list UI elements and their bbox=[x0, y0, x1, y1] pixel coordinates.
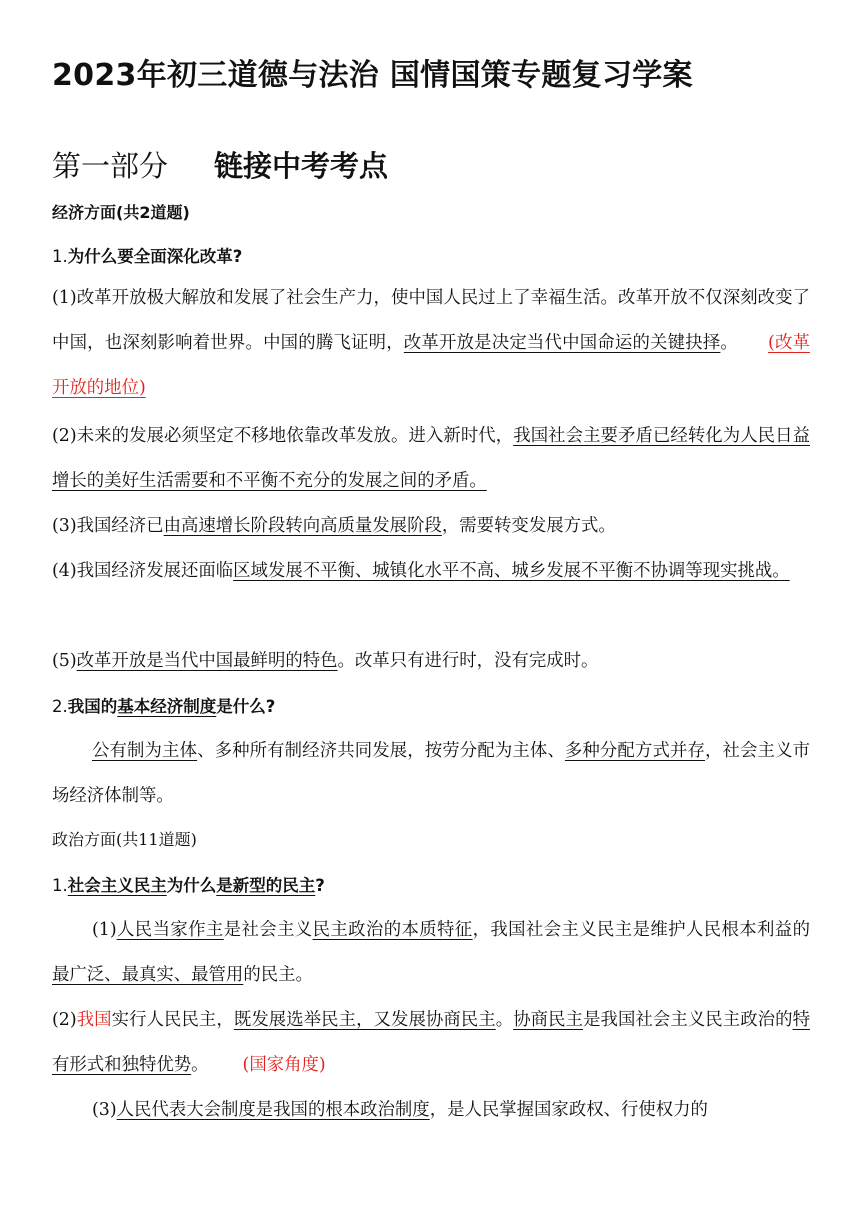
text-run: ，社会主义市场经济体制等。 bbox=[52, 741, 810, 806]
text-run: 实行人民民主， bbox=[111, 1010, 234, 1030]
economy-q1-point-1 bbox=[52, 276, 810, 411]
question-text: 为什么要全面深化改革? bbox=[67, 247, 243, 266]
part-number: 第一部分 bbox=[52, 149, 169, 183]
text-run: ，是人民掌握国家政权、行使权力的 bbox=[429, 1100, 708, 1120]
text-run: ，需要转变发展方式。 bbox=[441, 516, 616, 536]
red-annotation: (改革开放的地位) bbox=[52, 333, 810, 398]
text-run: (1) bbox=[92, 920, 117, 940]
underlined-key-point: 是新型的民主 bbox=[216, 876, 316, 895]
underlined-key-point: 社会主义民主 bbox=[67, 876, 167, 895]
text-run: ，我国社会主义民主是维护人民根本利益的 bbox=[472, 920, 810, 940]
text-run: (4)我国经济发展还面临 bbox=[52, 561, 234, 581]
underlined-key-point: 多种分配方式并存 bbox=[564, 741, 706, 761]
text-run: 。 bbox=[495, 1010, 514, 1030]
politics-heading: 政治方面(共11道题) bbox=[52, 830, 197, 849]
underlined-key-point: 人民代表大会制度是我国的根本政治制度 bbox=[116, 1100, 430, 1120]
politics-q1-point-2 bbox=[52, 998, 810, 1088]
economy-q1-point-2 bbox=[52, 414, 810, 504]
text-run: 是什么? bbox=[216, 697, 276, 716]
text-run: 。 bbox=[191, 1055, 209, 1075]
economy-question-2 bbox=[52, 694, 275, 720]
underlined-key-point: 公有制为主体 bbox=[92, 741, 198, 761]
politics-q1-point-1 bbox=[52, 908, 810, 998]
politics-q1-point-3 bbox=[52, 1088, 810, 1133]
underlined-key-point: 区域发展不平衡、城镇化水平不高、城乡发展不平衡不协调等现实挑战。 bbox=[233, 561, 790, 581]
text-run: (2) bbox=[52, 1010, 77, 1030]
underlined-key-point: 我国社会主要矛盾已经转化为人民日益增长的美好生活需要和不平衡不充分的发展之间的矛盾。 bbox=[52, 426, 810, 491]
economy-q2-answer bbox=[52, 729, 810, 819]
underlined-key-point: 协商民主 bbox=[513, 1010, 584, 1030]
underlined-key-point: 改革开放是决定当代中国命运的关键抉择 bbox=[403, 333, 721, 353]
text-run: 是社会主义 bbox=[223, 920, 313, 940]
question-number: 2. bbox=[52, 697, 68, 716]
underlined-key-point: 人民当家作主 bbox=[116, 920, 224, 940]
economy-q1-point-5 bbox=[52, 639, 810, 684]
economy-question-1 bbox=[52, 244, 242, 270]
text-run: ? bbox=[315, 876, 325, 895]
text-run: 、多种所有制经济共同发展，按劳分配为主体、 bbox=[197, 741, 565, 761]
text-run: 。改革只有进行时，没有完成时。 bbox=[337, 651, 599, 671]
underlined-key-point: 特有形式和独特优势 bbox=[52, 1010, 810, 1075]
politics-question-1 bbox=[52, 873, 325, 899]
text-run: 是我国社会主义民主政治的 bbox=[583, 1010, 793, 1030]
text-run: (5) bbox=[52, 651, 77, 671]
text-run: (3) bbox=[92, 1100, 117, 1120]
text-run: 我国的 bbox=[67, 697, 118, 716]
text-run: (1)改革开放极大解放和发展了社会生产力，使中国人民过上了幸福生活。改革开放不仅深刻改变了中国，也深刻影响着世界。中国的腾飞证明， bbox=[52, 288, 810, 353]
underlined-key-point: 改革开放是当代中国最鲜明的特色 bbox=[76, 651, 338, 671]
text-run: 的民主。 bbox=[243, 965, 313, 985]
underlined-key-point: 最广泛、最真实、最管用 bbox=[52, 965, 244, 985]
part-heading bbox=[52, 144, 388, 188]
underlined-key-point: 既发展选举民主，又发展协商民主 bbox=[233, 1010, 496, 1030]
question-number: 1. bbox=[52, 876, 68, 895]
underlined-key-point: 由高速增长阶段转向高质量发展阶段 bbox=[163, 516, 442, 536]
red-annotation: (国家角度) bbox=[242, 1055, 326, 1075]
economy-q1-point-4 bbox=[52, 549, 810, 594]
economy-q1-point-3 bbox=[52, 504, 810, 549]
text-run: (2)未来的发展必须坚定不移地依靠改革发放。进入新时代， bbox=[52, 426, 514, 446]
underlined-key-point: 民主政治的本质特征 bbox=[312, 920, 473, 940]
document-title: 2023年初三道德与法治 国情国策专题复习学案 bbox=[52, 58, 693, 93]
economy-heading: 经济方面(共2道题) bbox=[52, 203, 190, 222]
red-highlight: 我国 bbox=[76, 1010, 112, 1030]
underlined-key-point: 基本经济制度 bbox=[117, 697, 217, 716]
part-name: 链接中考考点 bbox=[214, 149, 389, 183]
question-number: 1. bbox=[52, 247, 68, 266]
text-run: 为什么 bbox=[166, 876, 217, 895]
text-run: (3)我国经济已 bbox=[52, 516, 164, 536]
text-run: 。 bbox=[720, 333, 738, 353]
